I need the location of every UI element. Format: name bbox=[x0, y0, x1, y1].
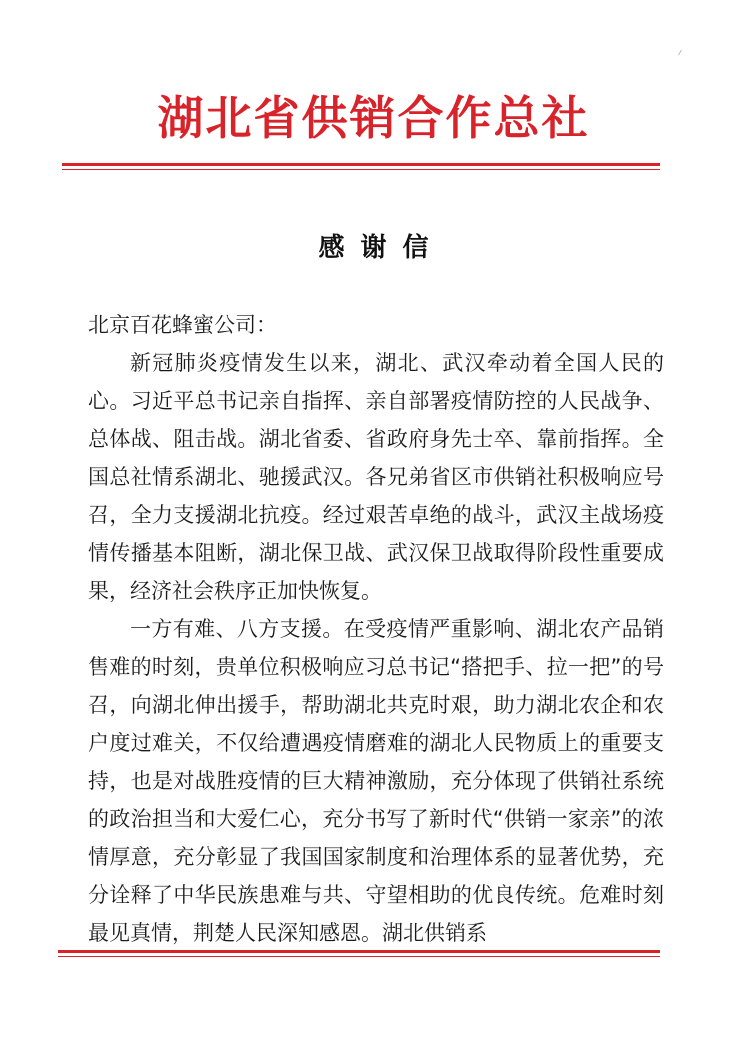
divider-thin-line bbox=[58, 956, 660, 957]
letterhead-divider-top bbox=[62, 163, 660, 173]
paragraph-1: 新冠肺炎疫情发生以来，湖北、武汉牵动着全国人民的心。习近平总书记亲自指挥、亲自部署疫情防控的人民战争、总体战、阻击战。湖北省委、省政府身先士卒、靠前指挥。全国总社情系湖北、驰援武汉。各兄弟省区市供销社积极响应号召，全力支援湖北抗疫。经过艰苦卓绝的战斗，武汉主战场疫情传播基本阻断，湖北保卫战、武汉保卫战取得阶段性重要成果，经济社会秩序正加快恢复。 bbox=[88, 351, 664, 603]
document-title: 感谢信 bbox=[318, 233, 445, 263]
letter-body bbox=[88, 306, 664, 952]
divider-thick-line bbox=[62, 163, 660, 166]
divider-thick-line bbox=[58, 950, 660, 953]
salutation: 北京百花蜂蜜公司： bbox=[88, 313, 277, 337]
letterhead-org-name: 湖北省供销合作总社 bbox=[157, 91, 590, 145]
footer-divider-bottom bbox=[58, 950, 660, 960]
divider-thin-line bbox=[62, 169, 660, 170]
paragraph-2: 一方有难、八方支援。在受疫情严重影响、湖北农产品销售难的时刻，贵单位积极响应习总书记“搭把手、拉一把”的号召，向湖北伸出援手，帮助湖北共克时艰，助力湖北农企和农户度过难关，不仅给遭遇疫情磨难的湖北人民物质上的重要支持，也是对战胜疫情的巨大精神激励，充分体现了供销社系统的政治担当和大爱仁心，充分书写了新时代“供销一家亲”的浓情厚意，充分彰显了我国国家制度和治理体系的显著优势，充分诠释了中华民族患难与共、守望相助的优良传统。危难时刻最见真情，荆楚人民深知感恩。湖北供销系 bbox=[88, 617, 664, 945]
scan-speck bbox=[678, 50, 682, 56]
